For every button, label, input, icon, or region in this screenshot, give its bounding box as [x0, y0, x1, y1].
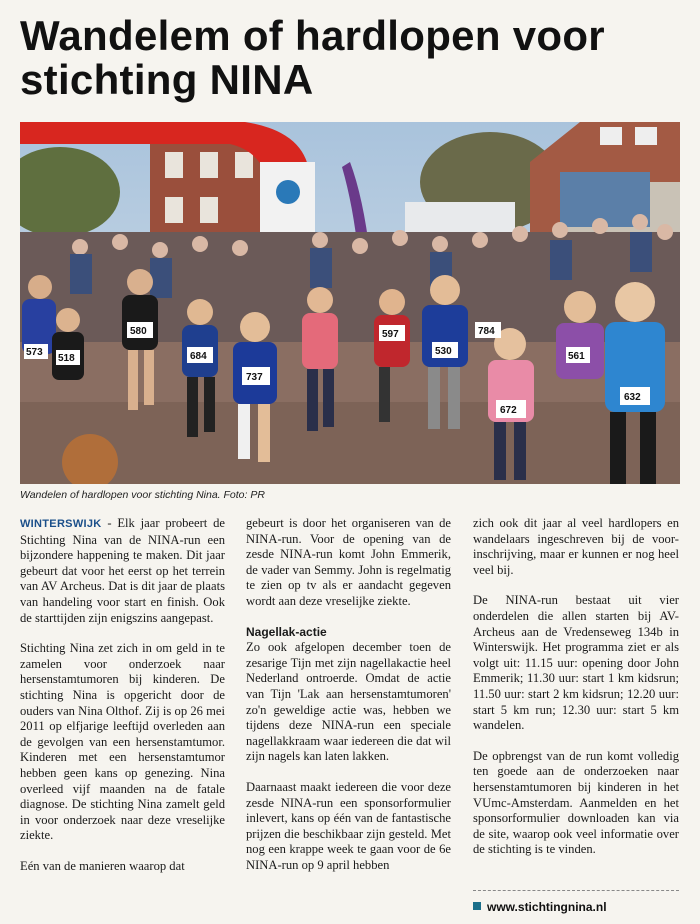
subheading: Nagellak-actie: [246, 624, 327, 639]
photo-caption: Wandelen of hardlopen voor stichting Nina. Foto: PR: [20, 489, 265, 501]
bib-label: 580: [130, 326, 147, 337]
bib-label: 561: [568, 351, 585, 362]
article-column-2: [246, 516, 451, 888]
paragraph: gebeurt is door het organiseren van de NINA-run. Voor de opening van de zesde NINA-run komt John Emmerik, de vader van Semmy. John is regelmatig te zien op tv als er aandacht gegeven wordt aan deze vreselijke ziekte.: [246, 516, 451, 608]
bib-label: 632: [624, 392, 641, 403]
article-column-1: [20, 516, 225, 889]
paragraph-text: - Elk jaar probeert de Stichting Nina van de NINA-run een bijzondere happening te maken. Dit jaar gebeurt dat voor het eerst op het terrein van AV Archeus. Dat is dit jaar de plaats van handeling voor start en finish. Ook de starttijden zijn enigszins aangepast.: [20, 516, 225, 625]
paragraph: [20, 516, 225, 626]
bib-label: 530: [435, 346, 452, 357]
bib-label: 597: [382, 329, 399, 340]
article-column-3: [473, 516, 679, 873]
headline: Wandelem of hardlopen voor stichting NINA: [20, 12, 605, 103]
paragraph: Daarnaast maakt iedereen die voor deze zesde NINA-run een sponsorformulier inlevert, kans op één van de fantastische prijzen die beschikbaar zijn gesteld. Met nog een krappe week te gaan voor de 6e NINA-run op 9 april hebben: [246, 779, 451, 872]
bib-label: 737: [246, 372, 263, 383]
website-link[interactable]: [473, 890, 679, 914]
bib-label: 784: [478, 326, 495, 337]
bib-label: 573: [26, 347, 43, 358]
dateline: WINTERSWIJK: [20, 518, 102, 530]
paragraph: De NINA-run bestaat uit vier onderdelen die allen starten bij AV-Archeus aan de Vredenseweg 134b in Winterswijk. Het programma ziet er als volgt uit: 11.15 uur: opening door John Emmerik; 11.30 uur: start 1 km kidsrun; 11.50 uur: start 2 km kidsrun; 12.20 uur: start 5 km run; 12.30 uur: start 5 km wandelen.: [473, 593, 679, 733]
bib-label: 684: [190, 351, 207, 362]
paragraph: De opbrengst van de run komt volledig ten goede aan de onderzoeken naar hersenstamtumoren bij kinderen in het VUmc-Amsterdam. Aanmelden en het sponsorformulier downloaden kan via de site, waarop ook veel informatie over de stichting is te vinden.: [473, 748, 679, 857]
website-url[interactable]: www.stichtingnina.nl: [487, 900, 607, 914]
paragraph: Eén van de manieren waarop dat: [20, 858, 185, 873]
article-photo: [20, 122, 680, 484]
paragraph: zich ook dit jaar al veel hardlopers en wandelaars ingeschreven bij de voor-inschrijving, maar er kunnen er nog heel veel bij.: [473, 516, 679, 577]
bib-label: 518: [58, 353, 75, 364]
paragraph: Stichting Nina zet zich in om geld in te zamelen voor onderzoek naar hersenstamtumoren bij kinderen. De stichting Nina is opgericht door de ouders van Nina Olthof. Zij is op 26 mei 2011 op elfjarige leeftijd overleden aan de gevolgen van een hersenstamtumor. Kinderen met een hersenstamtumor hebben geen kans op genezing. Nina overleed vijf maanden na de fatale diagnose. De stichting Nina zamelt geld in voor onderzoek naar deze vreselijke ziekte.: [20, 641, 225, 843]
paragraph: Zo ook afgelopen december toen de zesarige Tijn met zijn nagellakactie heel Nederland ontroerde. Omdat de actie van Tijn 'Lak aan hersenstamtumoren' zo'n geweldige actie was, hebben we tijdens deze NINA-run een speciale nagellakkraam waar iedereen die dat wil zijn nagels kan laten lakken.: [246, 640, 451, 764]
bib-label: 672: [500, 405, 517, 416]
square-bullet-icon: [473, 902, 481, 910]
